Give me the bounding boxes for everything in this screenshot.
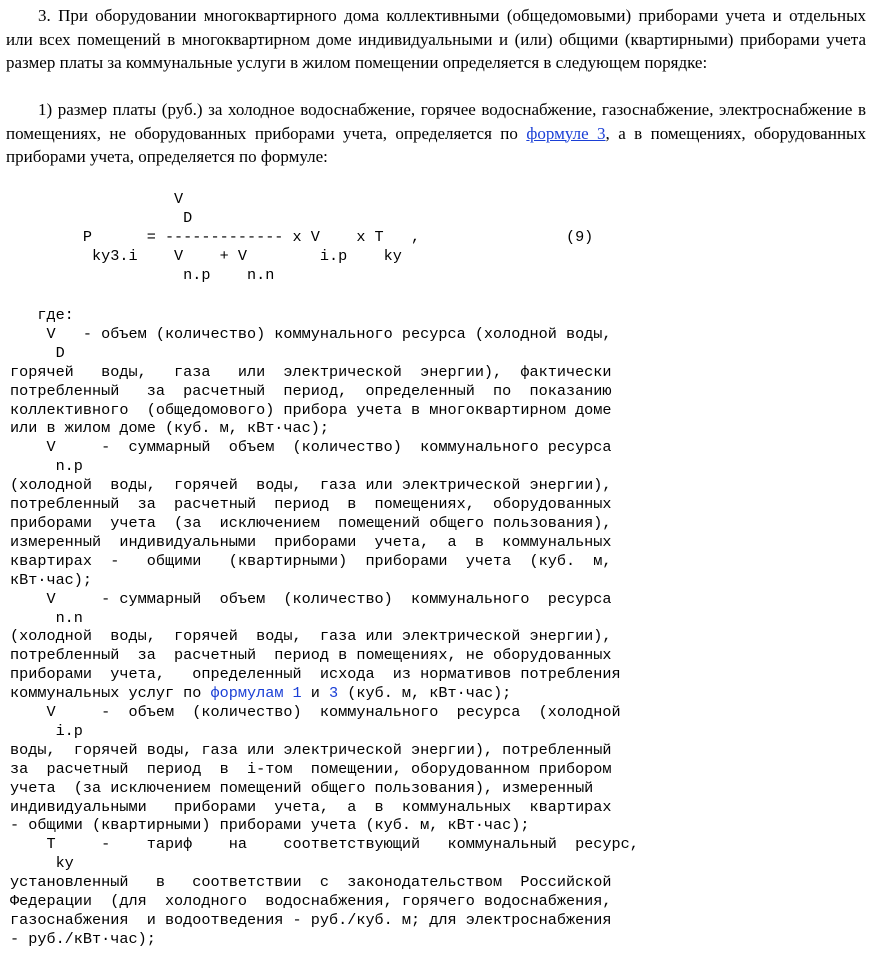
- definition-line: установленный в соответствии с законодательством Российской: [10, 873, 612, 892]
- definition-line: горячей воды, газа или электрической энергии), фактически: [10, 362, 612, 381]
- definition-vd: [10, 325, 639, 438]
- definition-line: V - суммарный объем (количество) коммунального ресурса: [10, 438, 612, 457]
- definition-line: потребленный за расчетный период в помещениях, не оборудованных: [10, 646, 612, 665]
- formula-9: [10, 190, 593, 285]
- definition-line: i.p: [10, 721, 83, 740]
- definition-line: V - объем (количество) коммунального ресурса (холодной: [10, 703, 621, 722]
- formula-3-link[interactable]: формуле 3: [526, 123, 606, 143]
- definition-line: индивидуальными приборами учета, а в коммунальных квартирах: [10, 797, 612, 816]
- text-span: коммунальных услуг по: [10, 684, 211, 703]
- definition-line: V - объем (количество) коммунального ресурса (холодной воды,: [10, 324, 612, 343]
- formula-3-link-2[interactable]: 3: [329, 684, 339, 703]
- where-label: где:: [10, 306, 74, 324]
- definition-line: коллективного (общедомового) прибора учета в многоквартирном доме: [10, 400, 612, 419]
- definition-line: воды, горячей воды, газа или электрической энергии), потребленный: [10, 740, 612, 759]
- formula-line: ky3.i V + V i.p ky: [10, 246, 402, 265]
- definition-line: (холодной воды, горячей воды, газа или электрической энергии),: [10, 476, 612, 495]
- definition-tky: [10, 835, 639, 948]
- formula-line: D: [10, 208, 193, 227]
- definition-line: Федерации (для холодного водоснабжения, горячего водоснабжения,: [10, 892, 612, 911]
- definition-line: измеренный индивидуальными приборами учета, а в коммунальных: [10, 532, 612, 551]
- formula-line: n.p n.n: [10, 265, 275, 284]
- definition-line: V - суммарный объем (количество) коммунального ресурса: [10, 589, 612, 608]
- definition-vip: [10, 703, 639, 835]
- formula-line: V: [10, 190, 184, 208]
- definition-line: (холодной воды, горячей воды, газа или электрической энергии),: [10, 627, 612, 646]
- definition-line: приборами учета, определенный исхода из нормативов потребления: [10, 665, 621, 684]
- definition-line: T - тариф на соответствующий коммунальный ресурс,: [10, 835, 639, 854]
- definition-line: учета (за исключением помещений общего пользования), измеренный: [10, 778, 594, 797]
- text-span: и: [301, 684, 329, 703]
- text-span: (куб. м, кВт·час);: [338, 684, 512, 703]
- definition-vnp: [10, 438, 639, 589]
- definition-line: квартирах - общими (квартирными) приборами учета (куб. м,: [10, 551, 612, 570]
- paragraph-3: 3. При оборудовании многоквартирного дома коллективными (общедомовыми) приборами учета и отдельных или всех помещений в многоквартирном доме индивидуальными и (или) общими (квартирными) приборами учета размер платы за коммунальные услуги в жилом помещении определяется в следующем порядке:: [6, 6, 866, 73]
- formula-line: P = ------------- x V x T , (9): [10, 227, 594, 246]
- definition-line: газоснабжения и водоотведения - руб./куб. м; для электроснабжения: [10, 911, 612, 929]
- definition-line: потребленный за расчетный период в помещениях, оборудованных: [10, 495, 612, 514]
- definition-line: - общими (квартирными) приборами учета (куб. м, кВт·час);: [10, 816, 530, 835]
- definition-line: потребленный за расчетный период, определенный по показанию: [10, 381, 612, 400]
- item-1-text-after: , а в помещениях, оборудованных приборами учета, определяется по формуле:: [6, 123, 866, 167]
- definition-line: за расчетный период в i-том помещении, оборудованном прибором: [10, 759, 612, 778]
- definition-line: - руб./кВт·час);: [10, 929, 156, 948]
- formulas-1-link[interactable]: формулам 1: [210, 684, 302, 703]
- definitions: [10, 306, 639, 949]
- definition-line: n.n: [10, 608, 83, 627]
- paragraph-item-1: [6, 98, 866, 169]
- definition-line: D: [10, 343, 65, 362]
- definition-line: или в жилом доме (куб. м, кВт·час);: [10, 419, 329, 438]
- definition-line: кВт·час);: [10, 570, 93, 589]
- definition-line: ky: [10, 854, 74, 873]
- definition-line: n.p: [10, 457, 83, 476]
- definition-vnn: [10, 590, 639, 703]
- definition-line: приборами учета (за исключением помещений общего пользования),: [10, 513, 612, 532]
- item-1-text-before: 1) размер платы (руб.) за холодное водоснабжение, горячее водоснабжение, газоснабжение, электроснабжение в помещениях, не оборудованных приборами учета, определяется по: [6, 100, 866, 143]
- definition-line: [10, 684, 639, 703]
